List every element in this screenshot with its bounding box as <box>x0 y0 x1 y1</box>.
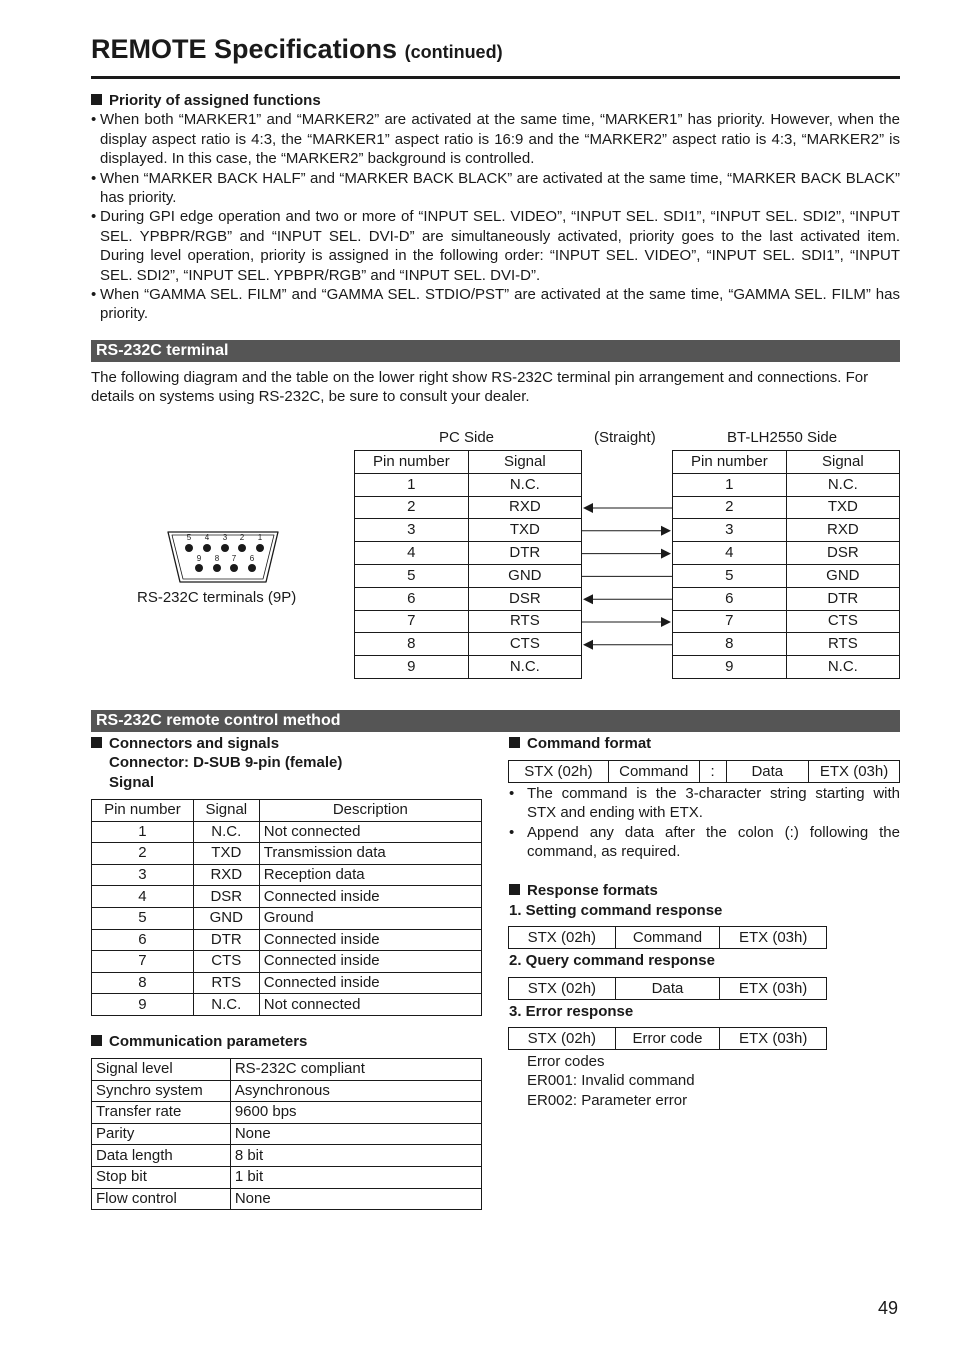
title-main: REMOTE Specifications <box>91 34 398 64</box>
cmd-cell: Data <box>726 761 809 783</box>
signal-label: Signal <box>109 773 155 791</box>
signal-table <box>91 799 482 1016</box>
pin-label: 2 <box>239 533 245 542</box>
db9-connector-icon <box>164 528 282 586</box>
table-cell: 6 <box>355 587 469 610</box>
table-cell: 1 <box>92 821 194 843</box>
table-row <box>92 994 482 1016</box>
resp3-table <box>508 1027 827 1050</box>
table-row <box>673 542 900 565</box>
table-cell: 5 <box>355 564 469 587</box>
table-cell: Connected inside <box>259 972 481 994</box>
table-cell: Connected inside <box>259 951 481 973</box>
table-cell: RTS <box>468 610 581 633</box>
table-cell: 1 <box>673 473 787 496</box>
table-cell: N.C. <box>468 473 581 496</box>
table-row <box>92 1059 482 1081</box>
priority-bullet: • When “MARKER BACK HALF” and “MARKER BACK BLACK” are activated at the same time, “MARKER BACK BLACK” has priority. <box>91 169 900 208</box>
table-cell: 8 bit <box>230 1145 481 1167</box>
table-row <box>92 1123 482 1145</box>
table-cell: 1 bit <box>230 1166 481 1188</box>
arrow-right-icon <box>661 617 671 627</box>
table-row <box>355 656 582 679</box>
table-cell: Synchro system <box>92 1080 231 1102</box>
table-cell: Transfer rate <box>92 1102 231 1124</box>
table-cell: Stop bit <box>92 1166 231 1188</box>
header-cell: Description <box>259 800 481 822</box>
square-bullet-icon <box>509 737 520 748</box>
table-row <box>509 761 900 783</box>
resp-cell: Command <box>615 927 720 949</box>
table-cell: Asynchronous <box>230 1080 481 1102</box>
table-cell: DTR <box>786 587 899 610</box>
table-cell: GND <box>468 564 581 587</box>
table-cell: 7 <box>355 610 469 633</box>
arrow-left-icon <box>583 503 593 513</box>
table-row <box>673 519 900 542</box>
pin-label: 7 <box>231 554 237 563</box>
table-cell: DSR <box>468 587 581 610</box>
table-row <box>92 1188 482 1210</box>
connectors-heading: Connectors and signals <box>91 734 481 753</box>
table-row <box>92 886 482 908</box>
square-bullet-icon <box>91 737 102 748</box>
pin-label: 4 <box>204 533 210 542</box>
table-cell: TXD <box>468 519 581 542</box>
table-cell: CTS <box>786 610 899 633</box>
table-cell: N.C. <box>193 821 259 843</box>
table-cell: Parity <box>92 1123 231 1145</box>
table-row <box>673 496 900 519</box>
table-cell: RXD <box>786 519 899 542</box>
table-row <box>509 1028 827 1050</box>
connectors-section <box>91 734 481 792</box>
pc-pin-table <box>354 450 582 679</box>
table-cell: 5 <box>92 907 194 929</box>
pin-label: 3 <box>222 533 228 542</box>
page-number: 49 <box>878 1298 899 1318</box>
table-cell: Data length <box>92 1145 231 1167</box>
table-cell: 7 <box>673 610 787 633</box>
remote-method-bar: RS-232C remote control method <box>91 710 900 732</box>
table-cell: N.C. <box>193 994 259 1016</box>
cmd-cell: ETX (03h) <box>809 761 900 783</box>
header-cell: Pin number <box>673 451 787 474</box>
table-cell: 4 <box>673 542 787 565</box>
table-row <box>355 473 582 496</box>
cmd-cell: STX (02h) <box>509 761 609 783</box>
table-header-row <box>92 800 482 822</box>
table-cell: DSR <box>786 542 899 565</box>
table-row <box>355 610 582 633</box>
square-bullet-icon <box>91 94 102 105</box>
table-row <box>673 473 900 496</box>
table-cell: Reception data <box>259 864 481 886</box>
resp-cell: Error code <box>615 1028 720 1050</box>
table-cell: RXD <box>193 864 259 886</box>
cmd-cell: Command <box>608 761 699 783</box>
table-cell: Transmission data <box>259 843 481 865</box>
arrow-right-icon <box>661 526 671 536</box>
priority-bullet: • During GPI edge operation and two or more of “INPUT SEL. VIDEO”, “INPUT SEL. SDI1”, “INPUT SEL. SDI2”, “INPUT SEL. YPBPR/RGB” and “INPUT SEL. DVI-D” are simultaneously activated, priority goes to the last activated item. During level operation, priority is assigned in the following order: “INPUT SEL. VIDEO”, “INPUT SEL. SDI1”, “INPUT SEL. SDI2”, “INPUT SEL. YPBPR/RGB” and “INPUT SEL. DVI-D”. <box>91 207 900 285</box>
table-cell: 4 <box>92 886 194 908</box>
table-row <box>673 564 900 587</box>
table-cell: 7 <box>92 951 194 973</box>
table-row <box>92 907 482 929</box>
error-codes-label: Error codes <box>527 1053 605 1070</box>
table-cell: 9600 bps <box>230 1102 481 1124</box>
table-row <box>92 821 482 843</box>
table-row <box>509 927 827 949</box>
pin-label: 8 <box>214 554 220 563</box>
header-cell: Signal <box>468 451 581 474</box>
error-codes <box>527 1052 695 1110</box>
table-cell: N.C. <box>468 656 581 679</box>
cmd-bullet: • Append any data after the colon (:) following the command, as required. <box>509 823 900 861</box>
table-cell: RTS <box>193 972 259 994</box>
table-row <box>355 496 582 519</box>
header-cell: Pin number <box>92 800 194 822</box>
connector-caption: RS-232C terminals (9P) <box>137 589 297 606</box>
table-cell: 2 <box>355 496 469 519</box>
table-cell: CTS <box>193 951 259 973</box>
table-cell: DSR <box>193 886 259 908</box>
header-cell: Pin number <box>355 451 469 474</box>
table-cell: TXD <box>786 496 899 519</box>
table-row <box>92 843 482 865</box>
title-continued: (continued) <box>404 42 503 62</box>
table-cell: RTS <box>786 633 899 656</box>
resp-cell: Data <box>615 978 719 1000</box>
resp-cell: ETX (03h) <box>720 927 827 949</box>
table-cell: GND <box>786 564 899 587</box>
comm-params-table <box>91 1058 482 1210</box>
table-cell: Signal level <box>92 1059 231 1081</box>
table-row <box>92 951 482 973</box>
table-cell: 5 <box>673 564 787 587</box>
connector-type: Connector: D-SUB 9-pin (female) <box>109 754 343 772</box>
device-side-label: BT-LH2550 Side <box>727 429 838 446</box>
priority-heading: Priority of assigned functions <box>91 91 900 110</box>
table-cell: Flow control <box>92 1188 231 1210</box>
resp1-table <box>508 926 827 949</box>
table-cell: 3 <box>92 864 194 886</box>
table-cell: 9 <box>92 994 194 1016</box>
table-header-row <box>355 451 582 474</box>
header-cell: Signal <box>786 451 899 474</box>
table-row <box>355 564 582 587</box>
table-row <box>673 633 900 656</box>
table-cell: Not connected <box>259 994 481 1016</box>
title-rule <box>91 76 900 79</box>
table-cell: GND <box>193 907 259 929</box>
pin-label: 9 <box>196 554 202 563</box>
rs232-intro: The following diagram and the table on the lower right show RS-232C terminal pin arrangement and connections. For details on systems using RS-232C, be sure to consult your dealer. <box>91 369 869 406</box>
cmd-cell: : <box>699 761 726 783</box>
resp1-heading: 1. Setting command response <box>509 902 723 919</box>
resp-cell: ETX (03h) <box>720 1028 827 1050</box>
error-code-item: ER002: Parameter error <box>527 1091 688 1109</box>
straight-label: (Straight) <box>594 429 656 446</box>
table-cell: 3 <box>355 519 469 542</box>
table-row <box>92 1166 482 1188</box>
table-cell: 2 <box>92 843 194 865</box>
table-cell: RXD <box>468 496 581 519</box>
pc-side-label: PC Side <box>439 429 495 446</box>
table-cell: Not connected <box>259 821 481 843</box>
table-cell: Connected inside <box>259 929 481 951</box>
resp-heading: Response formats <box>509 881 658 900</box>
arrow-right-icon <box>661 549 671 559</box>
command-format-table <box>508 760 900 783</box>
table-row <box>673 610 900 633</box>
square-bullet-icon <box>91 1035 102 1046</box>
table-cell: 1 <box>355 473 469 496</box>
table-row <box>92 864 482 886</box>
device-pin-table <box>672 450 900 679</box>
pin-label: 1 <box>257 533 263 542</box>
resp3-heading: 3. Error response <box>509 1003 634 1020</box>
table-cell: 6 <box>673 587 787 610</box>
table-cell: Ground <box>259 907 481 929</box>
table-cell: TXD <box>193 843 259 865</box>
table-row <box>673 656 900 679</box>
table-row <box>355 542 582 565</box>
square-bullet-icon <box>509 884 520 895</box>
table-cell: DTR <box>468 542 581 565</box>
table-cell: 4 <box>355 542 469 565</box>
pin-label: 6 <box>249 554 255 563</box>
error-code-item: ER001: Invalid command <box>527 1072 695 1090</box>
table-cell: CTS <box>468 633 581 656</box>
table-cell: 9 <box>355 656 469 679</box>
priority-section <box>91 91 900 324</box>
table-cell: 8 <box>355 633 469 656</box>
resp-cell: STX (02h) <box>509 978 616 1000</box>
table-row <box>673 587 900 610</box>
table-row <box>92 1080 482 1102</box>
table-cell: 9 <box>673 656 787 679</box>
table-cell: 3 <box>673 519 787 542</box>
comm-heading: Communication parameters <box>91 1032 307 1051</box>
table-cell: 8 <box>673 633 787 656</box>
cmd-bullets <box>509 784 900 862</box>
table-cell: N.C. <box>786 656 899 679</box>
priority-bullet: • When both “MARKER1” and “MARKER2” are activated at the same time, “MARKER1” has priority. However, when the display aspect ratio is 4:3, the “MARKER1” aspect ratio is 16:9 and the “MARKER2” aspect ratio is 4:3, “MARKER2” is displayed. In this case, the “MARKER2” background is controlled. <box>91 110 900 168</box>
table-row <box>355 587 582 610</box>
table-cell: 6 <box>92 929 194 951</box>
table-cell: 2 <box>673 496 787 519</box>
table-cell: DTR <box>193 929 259 951</box>
arrow-left-icon <box>583 640 593 650</box>
table-cell: None <box>230 1123 481 1145</box>
resp-cell: STX (02h) <box>509 927 616 949</box>
table-header-row <box>673 451 900 474</box>
table-row <box>509 978 827 1000</box>
cmd-heading: Command format <box>509 734 651 753</box>
resp-cell: STX (02h) <box>509 1028 616 1050</box>
resp2-heading: 2. Query command response <box>509 952 715 969</box>
arrow-left-icon <box>583 594 593 604</box>
cmd-bullet: • The command is the 3-character string starting with STX and ending with ETX. <box>509 785 900 822</box>
table-row <box>92 929 482 951</box>
table-row <box>355 519 582 542</box>
table-row <box>355 633 582 656</box>
priority-bullet: • When “GAMMA SEL. FILM” and “GAMMA SEL. STDIO/PST” are activated at the same time, “GAMMA SEL. FILM” has priority. <box>91 285 900 324</box>
resp2-table <box>508 977 827 1000</box>
resp-cell: ETX (03h) <box>720 978 827 1000</box>
table-row <box>92 1145 482 1167</box>
table-cell: None <box>230 1188 481 1210</box>
table-row <box>92 972 482 994</box>
table-cell: 8 <box>92 972 194 994</box>
straight-wiring-diagram <box>582 450 672 678</box>
table-cell: N.C. <box>786 473 899 496</box>
rs232-terminal-bar: RS-232C terminal <box>91 340 900 362</box>
table-row <box>92 1102 482 1124</box>
pin-label: 5 <box>186 533 192 542</box>
table-cell: RS-232C compliant <box>230 1059 481 1081</box>
header-cell: Signal <box>193 800 259 822</box>
table-cell: Connected inside <box>259 886 481 908</box>
page-title <box>91 30 503 71</box>
